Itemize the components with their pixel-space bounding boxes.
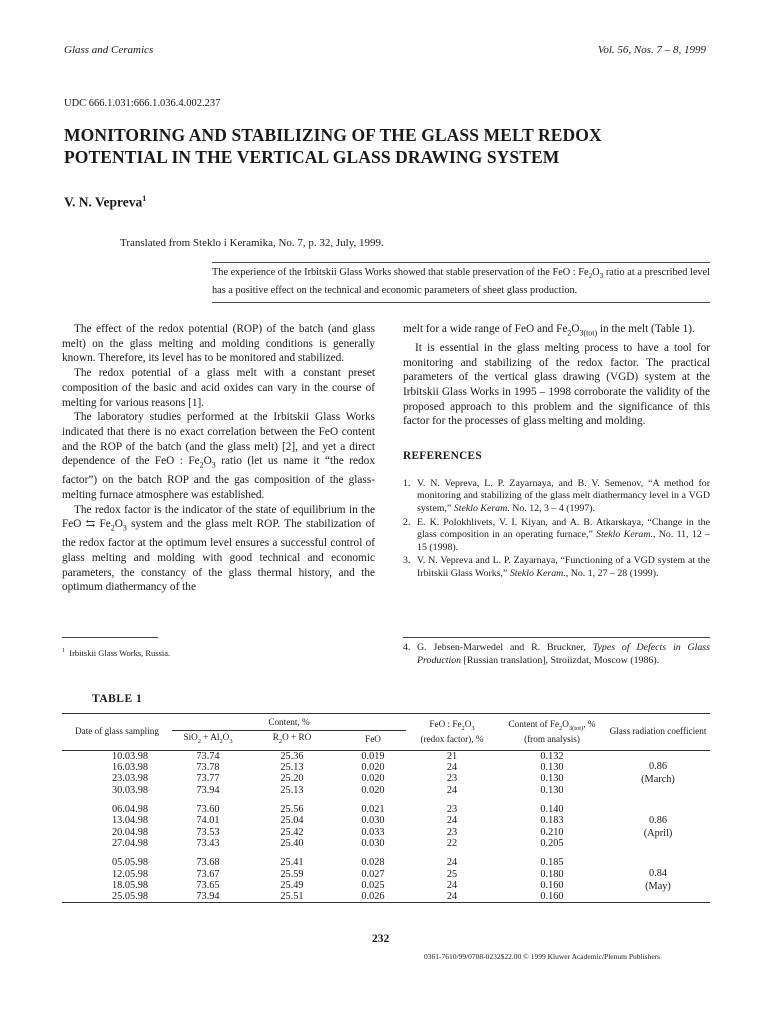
- references-heading: REFERENCES: [403, 450, 482, 463]
- row-gap: [62, 796, 710, 804]
- cell-date: 13.04.98: [112, 815, 149, 827]
- cell-feo: 0.030: [361, 837, 385, 849]
- reference-text: , No. 11, 12 – 15 (1998).: [417, 529, 710, 553]
- cell-feo: 0.028: [361, 857, 385, 869]
- reference-item: [403, 517, 710, 555]
- cell-r2o: 25.41: [280, 857, 304, 869]
- cell-ratio: 24: [446, 815, 458, 827]
- cell-date: 23.03.98: [112, 773, 149, 785]
- header-date: [62, 714, 172, 751]
- header-text: + Al: [200, 732, 220, 742]
- cell-feo: 0.020: [361, 784, 385, 796]
- text: ratio (let us name it “the redox factor”) on the batch ROP and the gas composition of the glass-melting furnace atmosphere was established.: [62, 455, 375, 501]
- coefficient-value: 0.86: [648, 761, 668, 773]
- cell-ratio: 24: [446, 857, 458, 869]
- cell-ratio: 24: [446, 762, 458, 774]
- body-column-left: [62, 322, 375, 595]
- cell-sio2: 73.67: [196, 868, 220, 880]
- cell-sio2: 74.01: [196, 815, 220, 827]
- title-line-2: POTENTIAL IN THE VERTICAL GLASS DRAWING SYSTEM: [64, 147, 560, 167]
- table-row: [62, 804, 710, 815]
- journal-volume: Vol. 56, Nos. 7 – 8, 1999: [597, 44, 706, 56]
- footnote-mark: 1: [62, 648, 65, 655]
- copyright-line: 0361-7610/99/0708-0232$22.00 © 1999 Kluwer Academic/Plenum Publishers: [424, 952, 661, 961]
- body-column-right: [403, 322, 710, 582]
- abstract-text: ratio at a prescribed level has a positive effect on the technical and economic parameters of sheet glass production.: [212, 267, 710, 296]
- cell-fe2o3: 0.130: [540, 784, 564, 796]
- reference-item: [403, 555, 710, 580]
- cell-r2o: 25.51: [244, 891, 340, 903]
- paragraph: [62, 410, 375, 502]
- paragraph: [403, 322, 710, 341]
- header-redox-ratio: [406, 714, 498, 751]
- subscript: 2: [199, 460, 204, 470]
- reference-item: [403, 478, 710, 516]
- cell-sio2: 73.78: [196, 762, 220, 774]
- cell-feo: 0.030: [361, 815, 385, 827]
- cell-ratio: 23: [446, 804, 458, 816]
- cell-feo: 0.020: [361, 773, 385, 785]
- reference-list: [403, 642, 710, 667]
- table-label: TABLE 1: [92, 693, 143, 705]
- reference-journal: Steklo Keram.: [509, 568, 566, 580]
- coefficient-period: (April): [643, 827, 673, 839]
- header-text: , %: [583, 719, 596, 729]
- reference-item: [403, 642, 710, 667]
- cell-r2o: 25.04: [280, 815, 304, 827]
- cell-ratio: 25: [446, 868, 458, 880]
- cell-feo: 0.021: [361, 804, 385, 816]
- header-text: (from analysis): [524, 733, 580, 744]
- subscript: 3: [229, 737, 233, 745]
- cell-fe2o3: 0.185: [540, 857, 564, 869]
- cell-ratio: 24: [446, 784, 458, 796]
- cell-date: 06.04.98: [112, 804, 149, 816]
- cell-date: 16.03.98: [112, 762, 149, 774]
- subscript: 2: [559, 724, 563, 732]
- header-fe2o3-content: [498, 714, 606, 751]
- text: The laboratory studies performed at the Irbitskii Glass Works indicated that there is no exact correlation between the FeO content and the ROP of the batch (and the glass melt) [2], and yet a direct dependence of the FeO : Fe: [62, 411, 375, 468]
- udc-code: UDC 666.1.031:666.1.036.4.002.237: [64, 98, 221, 109]
- cell-feo: 0.027: [361, 868, 385, 880]
- coefficient-period: (March): [641, 774, 675, 786]
- subscript: 3: [471, 724, 475, 732]
- text: O: [571, 323, 580, 335]
- cell-sio2: 73.74: [196, 750, 220, 762]
- paragraph: The effect of the redox potential (ROP) of the batch (and glass melt) on the glass melting and molding conditions is generally known. Therefore, its level has to be monitored and stabilized.: [62, 323, 375, 365]
- reference-text: V. N. Vepreva and L. P. Zayarnaya, “Functioning of a VGD system at the Irbitskii Glass Works,”: [417, 555, 710, 580]
- cell-ratio: 23: [446, 826, 458, 838]
- author: [64, 194, 146, 211]
- coefficient-value: 0.84: [648, 867, 668, 879]
- reference-number: 2.: [403, 516, 411, 528]
- cell-fe2o3: 0.210: [540, 826, 564, 838]
- cell-sio2: 73.65: [196, 879, 220, 891]
- paragraph: The redox potential of a glass melt with a constant preset composition of the basic and acid oxides can vary in the course of melting for various reasons [1].: [62, 367, 375, 409]
- header-text: Glass radiation coefficient: [609, 726, 707, 737]
- abstract-text: O: [592, 267, 600, 278]
- cell-fe2o3: 0.180: [540, 868, 564, 880]
- footnote: [62, 648, 170, 658]
- cell-fe2o3: 0.160: [498, 891, 606, 903]
- paper-title: [64, 124, 704, 168]
- cell-coefficient: [606, 750, 710, 796]
- cell-sio2: 73.53: [196, 826, 220, 838]
- title-line-1: MONITORING AND STABILIZING OF THE GLASS MELT REDOX: [64, 125, 602, 145]
- subscript: 3: [599, 272, 604, 281]
- journal-name: Glass and Ceramics: [64, 44, 154, 56]
- subscript: 2: [219, 737, 223, 745]
- subscript: 3(tot): [579, 328, 598, 338]
- cell-r2o: 25.49: [280, 879, 304, 891]
- reference-journal: Types of Defects in Glass Production: [417, 642, 710, 666]
- text: melt for a wide range of FeO and Fe: [403, 323, 568, 335]
- reference-text: No. 12, 3 – 4 (1997).: [509, 503, 596, 515]
- cell-sio2: 73.77: [196, 773, 220, 785]
- footnote-text: Irbitskii Glass Works, Russia.: [69, 648, 171, 658]
- cell-feo: 0.026: [340, 891, 406, 903]
- cell-r2o: 25.20: [280, 773, 304, 785]
- cell-fe2o3: 0.183: [540, 815, 564, 827]
- reference-text: G. Jebsen-Marwedel and R. Bruckner,: [417, 642, 593, 653]
- coefficient-period: (May): [645, 880, 671, 892]
- cell-feo: 0.020: [361, 762, 385, 774]
- cell-date: 05.05.98: [112, 857, 149, 869]
- cell-sio2: 73.94: [196, 784, 220, 796]
- header-feo: FeO: [340, 731, 406, 751]
- header-r2o-ro: [244, 731, 340, 751]
- cell-fe2o3: 0.132: [540, 750, 564, 762]
- cell-sio2: 73.43: [196, 837, 220, 849]
- header-radiation-coefficient: [606, 714, 710, 751]
- header-text: R: [272, 732, 279, 742]
- cell-date: 30.03.98: [112, 784, 149, 796]
- reference-number: 1.: [403, 477, 411, 489]
- column-divider: [403, 637, 710, 638]
- subscript: 3: [211, 460, 216, 470]
- subscript: 2: [197, 737, 201, 745]
- reference-number: 3.: [403, 555, 411, 567]
- cell-feo: 0.019: [361, 750, 385, 762]
- cell-fe2o3: 0.130: [540, 773, 564, 785]
- cell-r2o: 25.42: [280, 826, 304, 838]
- cell-fe2o3: 0.205: [540, 837, 564, 849]
- header-text: O: [464, 719, 472, 729]
- text: O: [114, 518, 123, 531]
- abstract: [212, 262, 710, 303]
- cell-coefficient: [606, 804, 710, 849]
- author-name: V. N. Vepreva: [64, 194, 143, 210]
- cell-date: 25.05.98: [62, 891, 172, 903]
- reference-text: E. K. Polokhlivets, V. I. Kiyan, and A. B. Atkarskaya, “Change in the glass composition in an operating furnace,”: [417, 516, 710, 541]
- cell-r2o: 25.36: [280, 750, 304, 762]
- subscript: 2: [567, 328, 572, 338]
- cell-ratio: 24: [406, 891, 498, 903]
- cell-date: 12.05.98: [112, 868, 149, 880]
- footnote-rule: [62, 637, 158, 638]
- reference-journal: Steklo Keram.: [596, 529, 653, 541]
- cell-ratio: 23: [446, 773, 458, 785]
- text: in the melt (Table 1).: [597, 323, 695, 335]
- cell-r2o: 25.13: [280, 762, 304, 774]
- reference-text: , No. 1, 27 – 28 (1999).: [565, 568, 659, 580]
- table-row: [62, 857, 710, 868]
- cell-r2o: 25.56: [280, 804, 304, 816]
- reference-number: 4.: [403, 642, 411, 653]
- cell-coefficient: [606, 857, 710, 903]
- table-row: [62, 750, 710, 762]
- subscript: 3(tot): [568, 724, 584, 732]
- subscript: 3: [122, 523, 127, 533]
- text: The redox factor is the indicator of the state of equilibrium in the FeO ⇆ Fe: [62, 503, 375, 531]
- row-gap: [62, 849, 710, 857]
- subscript: 2: [110, 523, 115, 533]
- cell-sio2: 73.68: [196, 857, 220, 869]
- cell-ratio: 24: [446, 879, 458, 891]
- header-text: O: [562, 719, 569, 729]
- cell-fe2o3: 0.140: [540, 804, 564, 816]
- cell-r2o: 25.59: [280, 868, 304, 880]
- cell-fe2o3: 0.160: [540, 879, 564, 891]
- reference-continued: [403, 642, 710, 668]
- data-table: [62, 713, 710, 903]
- header-text: Date of glass sampling: [75, 726, 159, 737]
- subscript: 2: [461, 724, 465, 732]
- cell-feo: 0.025: [361, 879, 385, 891]
- cell-ratio: 22: [446, 837, 458, 849]
- reference-journal: Steklo Keram.: [453, 503, 510, 515]
- cell-sio2: 73.94: [172, 891, 244, 903]
- translation-note: Translated from Steklo i Keramika, No. 7, p. 32, July, 1999.: [120, 237, 384, 249]
- reference-text: [Russian translation], Stroiizdat, Moscow (1986).: [461, 654, 660, 666]
- cell-r2o: 25.13: [280, 784, 304, 796]
- author-footnote-mark: 1: [142, 194, 147, 203]
- abstract-text: The experience of the Irbitskii Glass Works showed that stable preservation of the FeO : Fe: [212, 267, 589, 278]
- subscript: 2: [278, 737, 283, 745]
- header-text: O: [222, 732, 230, 742]
- cell-feo: 0.033: [361, 826, 385, 838]
- cell-date: 27.04.98: [112, 837, 149, 849]
- subscript: 2: [588, 272, 593, 281]
- paragraph: [62, 503, 375, 595]
- header-content: Content, %: [172, 714, 406, 731]
- cell-r2o: 25.40: [280, 837, 304, 849]
- cell-date: 10.03.98: [112, 750, 149, 762]
- cell-sio2: 73.60: [196, 804, 220, 816]
- header-text: SiO: [183, 732, 198, 742]
- cell-ratio: 21: [446, 750, 458, 762]
- text: O: [203, 455, 212, 468]
- cell-date: 20.04.98: [112, 826, 149, 838]
- text: system and the glass melt ROP. The stabilization of the redox factor at the optimum level ensures a successful control of glass melting and molding with good technical and economic parameters, the constancy of the glass thermal history, and the optimum diathermancy of the: [62, 518, 375, 594]
- header-text: (redox factor), %: [420, 733, 484, 744]
- coefficient-value: 0.86: [648, 814, 668, 826]
- paragraph: It is essential in the glass melting process to have a tool for monitoring and stabilizing of the redox factor. The practical parameters of the vertical glass drawing (VGD) system at the Irbitskii Glass Works in 1995 – 1998 corroborate the validity of the proposed approach to this problem and the significance of this factor for the processes of glass melting and molding.: [403, 341, 710, 428]
- header-text: O + RO: [282, 732, 312, 742]
- header-text: FeO : Fe: [429, 719, 462, 729]
- header-text: Content of Fe: [508, 719, 560, 729]
- header-sio2-al2o3: [172, 731, 244, 751]
- reference-text: V. N. Vepreva, L. P. Zayarnaya, and B. V. Semenov, “A method for monitoring and stabilizing of the glass melt diathermancy level in a VGD system,”: [417, 477, 710, 515]
- cell-fe2o3: 0.130: [540, 762, 564, 774]
- cell-date: 18.05.98: [112, 879, 149, 891]
- reference-list: [403, 478, 710, 581]
- page-number: 232: [372, 933, 390, 945]
